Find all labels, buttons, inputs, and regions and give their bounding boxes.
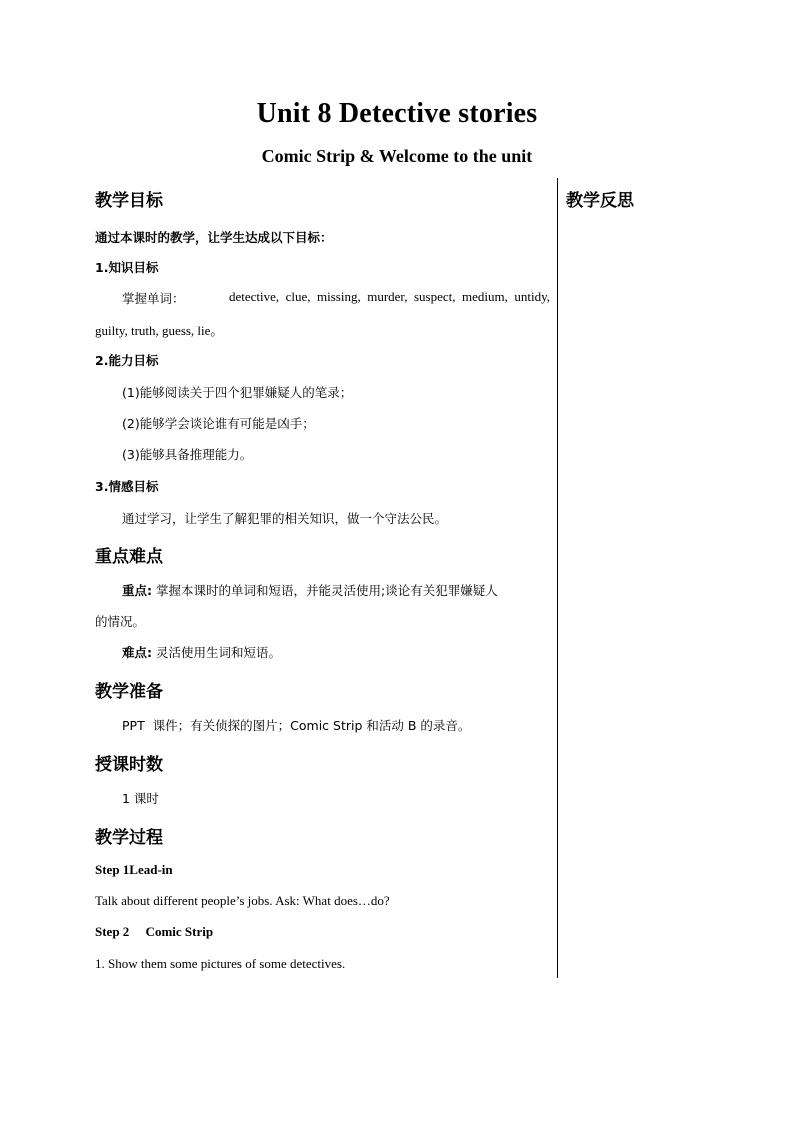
column-divider [557, 178, 558, 978]
ability-item-2: (2)能够学会谈论谁有可能是凶手； [122, 416, 315, 431]
key-point-label: 重点: [122, 583, 152, 598]
ability-item-1: (1)能够阅读关于四个犯罪嫌疑人的笔录； [122, 385, 353, 400]
emotion-text: 通过学习，让学生了解犯罪的相关知识，做一个守法公民。 [122, 511, 448, 526]
reflection-heading: 教学反思 [566, 191, 634, 211]
page-subtitle: Comic Strip & Welcome to the unit [261, 146, 533, 166]
page-title: Unit 8 Detective stories [256, 98, 538, 129]
difficult-point-line [122, 643, 281, 661]
ability-item-3: (3)能够具备推理能力。 [122, 447, 253, 462]
hours-text: 1 课时 [122, 791, 159, 806]
preparation-heading: 教学准备 [95, 682, 163, 702]
step-1-title: Step 1Lead-in [95, 862, 173, 877]
difficult-point-text: 灵活使用生词和短语。 [155, 645, 281, 660]
step-2-title: Step 2 Comic Strip [95, 924, 214, 939]
knowledge-line-2: guilty, truth, guess, lie。 [95, 323, 224, 338]
objectives-intro: 通过本课时的教学，让学生达成以下目标： [95, 230, 333, 245]
key-point-cont: 的情况。 [95, 614, 146, 629]
hours-heading: 授课时数 [95, 755, 163, 775]
ability-heading: 2.能力目标 [95, 353, 159, 368]
key-point-line [122, 581, 498, 599]
preparation-text: PPT 课件；有关侦探的图片；Comic Strip 和活动 B 的录音。 [122, 718, 471, 733]
step-2-text: 1. Show them some pictures of some detectives. [95, 956, 346, 971]
knowledge-line-1 [122, 289, 550, 307]
objectives-heading: 教学目标 [95, 191, 163, 211]
key-points-heading: 重点难点 [95, 547, 163, 567]
knowledge-heading: 1.知识目标 [95, 260, 159, 275]
process-heading: 教学过程 [95, 828, 163, 848]
key-point-text: 掌握本课时的单词和短语，并能灵活使用;谈论有关犯罪嫌疑人 [155, 583, 498, 598]
knowledge-words: detective, clue, missing, murder, suspect, medium, untidy, [228, 289, 550, 304]
step-1-text: Talk about different people’s jobs. Ask: What does…do? [95, 893, 390, 908]
emotion-heading: 3.情感目标 [95, 479, 159, 494]
knowledge-label: 掌握单词： [122, 291, 185, 306]
difficult-point-label: 难点: [122, 645, 152, 660]
